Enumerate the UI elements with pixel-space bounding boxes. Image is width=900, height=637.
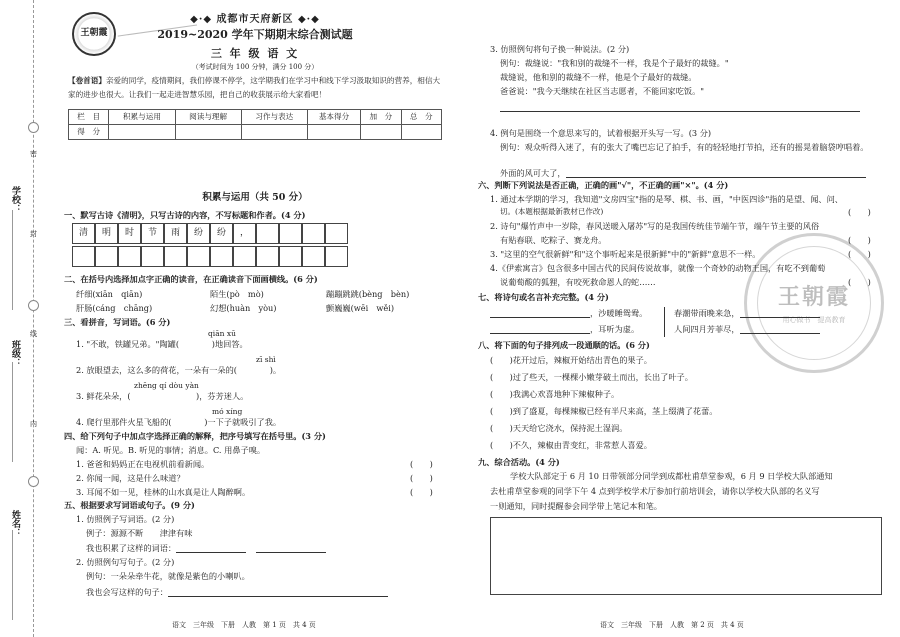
question-5-3-example: 例句：裁缝说："我和别的裁缝不一样，我是个子最好的裁缝。" xyxy=(500,58,729,68)
binding-mark: 线 xyxy=(30,330,37,338)
publisher-logo: 王朝霞 xyxy=(72,12,116,56)
pinyin-choice[interactable]: 纤细(xiān qiān) xyxy=(76,289,143,299)
question-5-3-example: 裁缝说，他和别的裁缝不一样，他是个子最好的裁缝。 xyxy=(500,72,697,82)
answer-paren[interactable]: ( ) xyxy=(410,487,433,497)
ordering-item[interactable]: ( )我满心欢喜地种下辣椒种子。 xyxy=(490,389,620,399)
score-header-cell: 习作与表达 xyxy=(241,110,307,125)
question-6-item: 1. 通过本学期的学习，我知道"文房四宝"指的是琴、棋、书、画，"中医四诊"指的是望、闻、问、 xyxy=(490,194,843,204)
question-3-item[interactable]: 1. "不敢，铁罐兄弟。"陶罐( )地回答。 xyxy=(76,339,248,349)
ordering-item[interactable]: ( )不久，辣椒由青变红，非常惹人喜爱。 xyxy=(490,440,652,450)
question-3-item[interactable]: 2. 放眼望去，这么多的荷花，一朵有一朵的( )。 xyxy=(76,365,282,375)
pinyin-hint: zhēng qí dòu yàn xyxy=(134,381,199,390)
question-2-title: 二、在括号内选择加点字正确的读音，在正确读音下面画横线。(6 分) xyxy=(64,274,318,284)
question-5-2-example: 例句：一朵朵牵牛花，就像是紫色的小喇叭。 xyxy=(86,571,250,581)
class-label: 班级： xyxy=(10,340,20,367)
score-row-label: 得 分 xyxy=(69,125,109,140)
binding-strip xyxy=(0,0,58,637)
preface xyxy=(68,74,444,102)
grid-cell[interactable] xyxy=(187,246,210,267)
score-header-cell: 基本得分 xyxy=(307,110,360,125)
grid-cell[interactable] xyxy=(164,246,187,267)
answer-paren[interactable]: ( ) xyxy=(410,473,433,483)
score-cell[interactable] xyxy=(307,125,360,140)
question-5-3-sentence: 爸爸说："我今天继续在社区当志愿者，不能回家吃饭。" xyxy=(500,86,705,96)
score-header-cell: 阅读与理解 xyxy=(175,110,241,125)
binding-hole xyxy=(28,476,39,487)
grid-cell[interactable] xyxy=(141,246,164,267)
grid-cell[interactable] xyxy=(72,246,95,267)
poem-fill[interactable]: ，耳听为虚。 xyxy=(490,324,639,334)
score-header-cell: 总 分 xyxy=(401,110,441,125)
grid-cell[interactable] xyxy=(325,246,348,267)
question-3-item[interactable]: 4. 爬行里那件火星飞船的( )一下子就吸引了我。 xyxy=(76,417,282,427)
answer-paren[interactable]: ( ) xyxy=(410,459,433,469)
grid-cell[interactable] xyxy=(256,223,279,244)
question-9-text: 学校大队部定于 6 月 10 日带领部分同学到成都杜甫草堂参观，6 月 9 日学校大队部通知 xyxy=(510,471,833,481)
pinyin-choice[interactable]: 幻想(huàn yòu) xyxy=(210,303,277,313)
name-label: 姓名： xyxy=(10,510,20,537)
question-3-item[interactable]: 3. 鲜花朵朵，( )，芬芳迷人。 xyxy=(76,391,249,401)
question-3-title: 三、看拼音，写词语。(6 分) xyxy=(64,317,171,327)
grid-cell[interactable] xyxy=(325,223,348,244)
score-table-header xyxy=(69,110,442,125)
question-5-1: 1. 仿照例子写词语。(2 分) xyxy=(76,514,175,524)
question-6-item: 4.《伊索寓言》包含很多中国古代的民间传说故事，就像一个奇妙的动物王国，有吃不到葡萄 xyxy=(490,263,826,273)
pinyin-choice[interactable]: 陌生(pò mò) xyxy=(210,289,264,299)
question-4-item: 2. 你闻一闻，这是什么味道？ xyxy=(76,473,185,483)
question-6-item-cont: 切。(本题根据最新教材已作改) xyxy=(500,207,604,216)
ordering-item[interactable]: ( )天天给它浇水，保持泥土湿润。 xyxy=(490,423,628,433)
score-cell[interactable] xyxy=(175,125,241,140)
divider xyxy=(664,307,665,337)
name-field[interactable] xyxy=(12,530,13,620)
question-6-item-cont: 说葡萄酸的狐狸，有咬死救命恩人的蛇…… xyxy=(500,277,656,287)
score-cell[interactable] xyxy=(109,125,175,140)
exam-title: 2019~2020 学年下期期末综合测试题 xyxy=(157,28,353,41)
page-right xyxy=(476,8,886,630)
score-header-cell: 加 分 xyxy=(361,110,401,125)
score-table-row xyxy=(69,125,442,140)
watermark-subtext: 用心做书 提高教育 xyxy=(782,316,846,324)
pinyin-choice[interactable]: 肝肠(cáng chāng) xyxy=(76,303,153,313)
grid-cell[interactable] xyxy=(302,223,325,244)
question-5-3: 3. 仿照例句将句子换一种说法。(2 分) xyxy=(490,44,630,54)
poem-fill[interactable]: 人间四月芳菲尽， xyxy=(674,324,820,334)
grid-cell[interactable] xyxy=(279,246,302,267)
exam-subject: 三 年 级 语 文 xyxy=(210,47,300,60)
grid-cell: 纷 xyxy=(187,223,210,244)
watermark-text: 王朝霞 xyxy=(777,284,850,310)
answer-paren[interactable]: ( ) xyxy=(848,277,871,287)
question-4-item: 1. 爸爸和妈妈正在电视机前看新闻。 xyxy=(76,459,210,469)
score-cell[interactable] xyxy=(241,125,307,140)
poem-fill[interactable]: 春潮带雨晚来急， xyxy=(674,308,820,318)
grid-cell: 纷 xyxy=(210,223,233,244)
binding-mark: 密 xyxy=(30,150,37,158)
question-1-title: 一、默写古诗《清明》，只写古诗的内容，不写标题和作者。(4 分) xyxy=(64,210,306,220)
grid-cell: 时 xyxy=(118,223,141,244)
question-5-1-answer[interactable]: 我也积累了这样的词语： xyxy=(86,543,326,553)
grid-cell: 节 xyxy=(141,223,164,244)
question-8-title: 八、将下面的句子排列成一段通顺的话。(6 分) xyxy=(478,340,650,350)
grid-cell[interactable] xyxy=(302,246,325,267)
exam-region: ◆·◆ 成都市天府新区 ◆·◆ xyxy=(190,14,320,25)
question-4-title: 四、给下列句子中加点字选择正确的解释，把序号填写在括号里。(3 分) xyxy=(64,431,326,441)
pinyin-choice[interactable]: 蹦蹦跳跳(bèng bèn) xyxy=(326,289,410,299)
binding-hole xyxy=(28,122,39,133)
ordering-item[interactable]: ( )过了些天，一棵棵小嫩芽破土而出，长出了叶子。 xyxy=(490,372,693,382)
grid-cell: 清 xyxy=(72,223,95,244)
question-5-4-answer[interactable]: 外面的风可大了， xyxy=(500,168,866,178)
binding-dashed-line xyxy=(33,0,34,637)
question-6-item: 3. "这里的空气很新鲜"和"这个事听起来是很新鲜"中的"新鲜"意思不一样。 xyxy=(490,249,761,259)
question-6-item-cont: 有贴春联、吃粽子、赛龙舟。 xyxy=(500,235,607,245)
poem-fill[interactable]: ，沙暖睡鸳鸯。 xyxy=(490,308,647,318)
question-5-title: 五、根据要求写词语或句子。(9 分) xyxy=(64,500,195,510)
answer-paren[interactable]: ( ) xyxy=(848,249,871,259)
writing-grid[interactable] xyxy=(72,223,348,269)
school-field[interactable] xyxy=(12,210,13,310)
grid-cell[interactable] xyxy=(279,223,302,244)
question-6-title: 六、判断下列说法是否正确，正确的画"√"，不正确的画"×"。(4 分) xyxy=(478,180,729,190)
question-9-title: 九、综合活动。(4 分) xyxy=(478,457,560,467)
question-5-2-answer[interactable]: 我也会写这样的句子： xyxy=(86,587,388,597)
answer-paren[interactable]: ( ) xyxy=(848,207,871,217)
score-header-cell: 栏 目 xyxy=(69,110,109,125)
ordering-item[interactable]: ( )到了盛夏，每棵辣椒已经有半尺来高，茎上缀满了花蕾。 xyxy=(490,406,718,416)
question-7-title: 七、将诗句或名言补充完整。(4 分) xyxy=(478,292,609,302)
preface-text: 亲爱的同学，疫情期间，我们停课不停学，这学期我们在学习中和线下学习汲取知识的营养，相信大家的进步也很大。让我们一起走进智慧乐园，把自己的收获展示给大家看吧！ xyxy=(68,76,441,99)
exam-info: （考试时间为 100 分钟，满分 100 分） xyxy=(191,63,319,71)
notice-answer-box[interactable] xyxy=(490,517,882,595)
question-5-4-example: 例句：观众听得入迷了，有的张大了嘴巴忘记了拍手，有的轻轻地打节拍，还有的摇晃着脑袋哼唱着。 xyxy=(500,142,869,152)
grid-cell: ， xyxy=(233,223,256,244)
score-cell[interactable] xyxy=(361,125,401,140)
score-header-cell: 积累与运用 xyxy=(109,110,175,125)
class-field[interactable] xyxy=(12,362,13,462)
pinyin-hint: mó xíng xyxy=(212,407,243,416)
question-5-3-answer[interactable] xyxy=(500,102,860,112)
preface-label: 【卷首语】 xyxy=(68,76,106,85)
pinyin-hint: zī shì xyxy=(256,355,276,364)
grid-cell[interactable] xyxy=(256,246,279,267)
question-4-options: 闻：A. 听见。B. 听见的事情；消息。C. 用鼻子嗅。 xyxy=(76,445,266,455)
page-footer: 语文 三年级 下册 人教 第 1 页 共 4 页 xyxy=(172,621,316,630)
answer-paren[interactable]: ( ) xyxy=(848,235,871,245)
question-5-1-example: 例子：源源不断 津津有味 xyxy=(86,528,193,538)
section-title: 积累与运用（共 50 分） xyxy=(202,192,308,203)
grid-cell[interactable] xyxy=(210,246,233,267)
grid-cell[interactable] xyxy=(95,246,118,267)
page-left xyxy=(62,8,448,630)
question-6-item: 2. 诗句"爆竹声中一岁除，春风送暖入屠苏"写的是我国传统佳节端午节，端午节主要的风俗 xyxy=(490,221,820,231)
score-table xyxy=(68,109,442,140)
question-5-4: 4. 例句是围绕一个意思来写的，试着根据开头写一写。(3 分) xyxy=(490,128,712,138)
question-5-2: 2. 仿照例句写句子。(2 分) xyxy=(76,557,175,567)
school-label: 学校： xyxy=(10,186,20,213)
binding-mark: 封 xyxy=(30,230,37,238)
score-cell[interactable] xyxy=(401,125,441,140)
grid-cell: 明 xyxy=(95,223,118,244)
page-footer: 语文 三年级 下册 人教 第 2 页 共 4 页 xyxy=(600,621,744,630)
question-9-text: 一则通知，同时提醒参会同学带上笔记本和笔。 xyxy=(490,501,662,511)
grid-cell[interactable] xyxy=(233,246,256,267)
binding-mark: 内 xyxy=(30,420,37,428)
question-4-item: 3. 耳闻不如一见，桂林的山水真是让人陶醉啊。 xyxy=(76,487,251,497)
grid-cell[interactable] xyxy=(118,246,141,267)
pinyin-hint: qiān xū xyxy=(208,329,236,338)
grid-cell: 雨 xyxy=(164,223,187,244)
ordering-item[interactable]: ( )花开过后，辣椒开始结出青色的果子。 xyxy=(490,355,652,365)
pinyin-choice[interactable]: 颤巍巍(wēi wěi) xyxy=(326,303,395,313)
binding-hole xyxy=(28,300,39,311)
question-9-text: 去杜甫草堂参观的同学下午 4 点到学校学术厅参加行前培训会，请你以学校大队部的名义写 xyxy=(490,486,820,496)
